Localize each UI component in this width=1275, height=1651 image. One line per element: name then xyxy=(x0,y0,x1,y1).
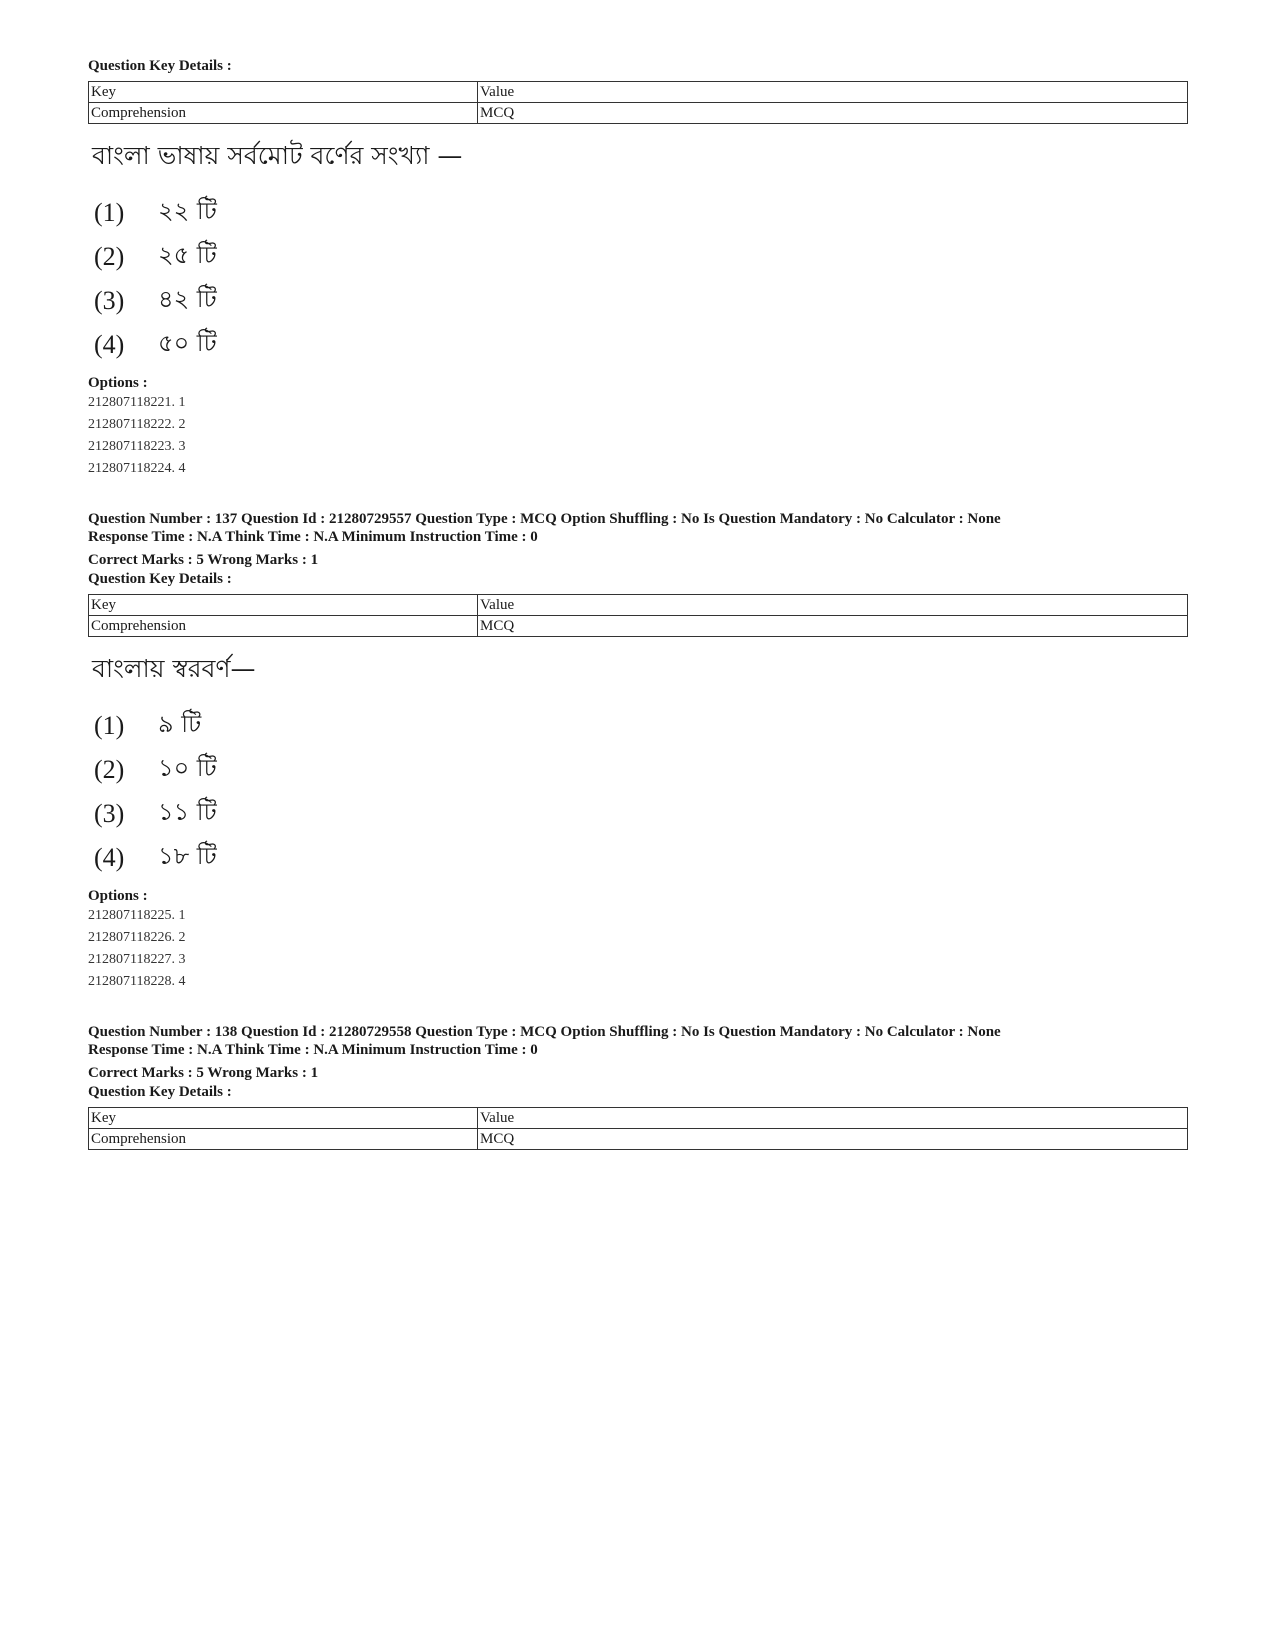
option-id-line: 212807118225. 1 xyxy=(88,908,186,923)
choice-text: ১৮ টি xyxy=(158,842,217,870)
key-cell: Comprehension xyxy=(89,1129,478,1150)
question-meta-line: Response Time : N.A Think Time : N.A Minimum Instruction Time : 0 xyxy=(88,1042,538,1058)
choice-number: (1) xyxy=(94,711,125,740)
question-137 xyxy=(88,510,1188,993)
table-header-row xyxy=(89,1108,1188,1129)
marks-line: Correct Marks : 5 Wrong Marks : 1 xyxy=(88,552,319,568)
choice-text: ৫০ টি xyxy=(158,329,217,357)
option-id-line: 212807118222. 2 xyxy=(88,417,186,432)
choice-1 xyxy=(94,191,1188,235)
choice-text: ১১ টি xyxy=(158,798,217,826)
question-meta-line: Response Time : N.A Think Time : N.A Minimum Instruction Time : 0 xyxy=(88,529,538,545)
options-label: Options : xyxy=(88,888,148,904)
option-id-line: 212807118227. 3 xyxy=(88,952,186,967)
question-meta xyxy=(88,1023,1188,1059)
question-138 xyxy=(88,1023,1188,1150)
question-text: বাংলা ভাষায় সর্বমোট বর্ণের সংখ্যা — xyxy=(92,141,463,170)
question-meta-line: Question Number : 137 Question Id : 21280729557 Question Type : MCQ Option Shuffling : No Is Question Mandatory : No Calculator : None xyxy=(88,511,1001,527)
choice-number: (3) xyxy=(94,799,125,828)
choice-4 xyxy=(94,323,1188,367)
choice-number: (3) xyxy=(94,286,125,315)
key-cell: Comprehension xyxy=(89,103,478,124)
choice-4 xyxy=(94,836,1188,880)
value-header: Value xyxy=(478,1108,1188,1129)
key-details-table xyxy=(88,594,1188,637)
question-meta xyxy=(88,510,1188,546)
choice-number: (4) xyxy=(94,843,125,872)
value-cell: MCQ xyxy=(478,616,1188,637)
option-id-line: 212807118224. 4 xyxy=(88,461,186,476)
choice-2 xyxy=(94,235,1188,279)
choice-number: (2) xyxy=(94,242,125,271)
value-cell: MCQ xyxy=(478,1129,1188,1150)
key-details-label: Question Key Details : xyxy=(88,571,232,587)
choice-number: (1) xyxy=(94,198,125,227)
key-details-label: Question Key Details : xyxy=(88,58,232,74)
choice-text: ২৫ টি xyxy=(158,241,217,269)
choice-3 xyxy=(94,792,1188,836)
question-meta-line: Question Number : 138 Question Id : 21280729558 Question Type : MCQ Option Shuffling : No Is Question Mandatory : No Calculator : None xyxy=(88,1024,1001,1040)
choice-number: (4) xyxy=(94,330,125,359)
key-header: Key xyxy=(89,1108,478,1129)
option-id-line: 212807118221. 1 xyxy=(88,395,186,410)
key-details-table xyxy=(88,81,1188,124)
option-id-line: 212807118228. 4 xyxy=(88,974,186,989)
value-header: Value xyxy=(478,595,1188,616)
choice-2 xyxy=(94,748,1188,792)
choice-text: ৪২ টি xyxy=(158,285,217,313)
choice-number: (2) xyxy=(94,755,125,784)
options-label: Options : xyxy=(88,375,148,391)
option-id-line: 212807118226. 2 xyxy=(88,930,186,945)
option-id-line: 212807118223. 3 xyxy=(88,439,186,454)
choice-1 xyxy=(94,704,1188,748)
marks-line: Correct Marks : 5 Wrong Marks : 1 xyxy=(88,1065,319,1081)
question-text: বাংলায় স্বরবর্ণ— xyxy=(92,654,256,683)
key-header: Key xyxy=(89,595,478,616)
table-row xyxy=(89,1129,1188,1150)
question-paper xyxy=(88,56,1188,1150)
key-details-table xyxy=(88,1107,1188,1150)
table-header-row xyxy=(89,82,1188,103)
value-header: Value xyxy=(478,82,1188,103)
table-header-row xyxy=(89,595,1188,616)
choice-3 xyxy=(94,279,1188,323)
key-cell: Comprehension xyxy=(89,616,478,637)
table-row xyxy=(89,103,1188,124)
table-row xyxy=(89,616,1188,637)
key-header: Key xyxy=(89,82,478,103)
choice-text: ৯ টি xyxy=(158,710,202,738)
choice-text: ২২ টি xyxy=(158,197,217,225)
question-136 xyxy=(88,58,1188,480)
value-cell: MCQ xyxy=(478,103,1188,124)
choice-text: ১০ টি xyxy=(158,754,217,782)
key-details-label: Question Key Details : xyxy=(88,1084,232,1100)
